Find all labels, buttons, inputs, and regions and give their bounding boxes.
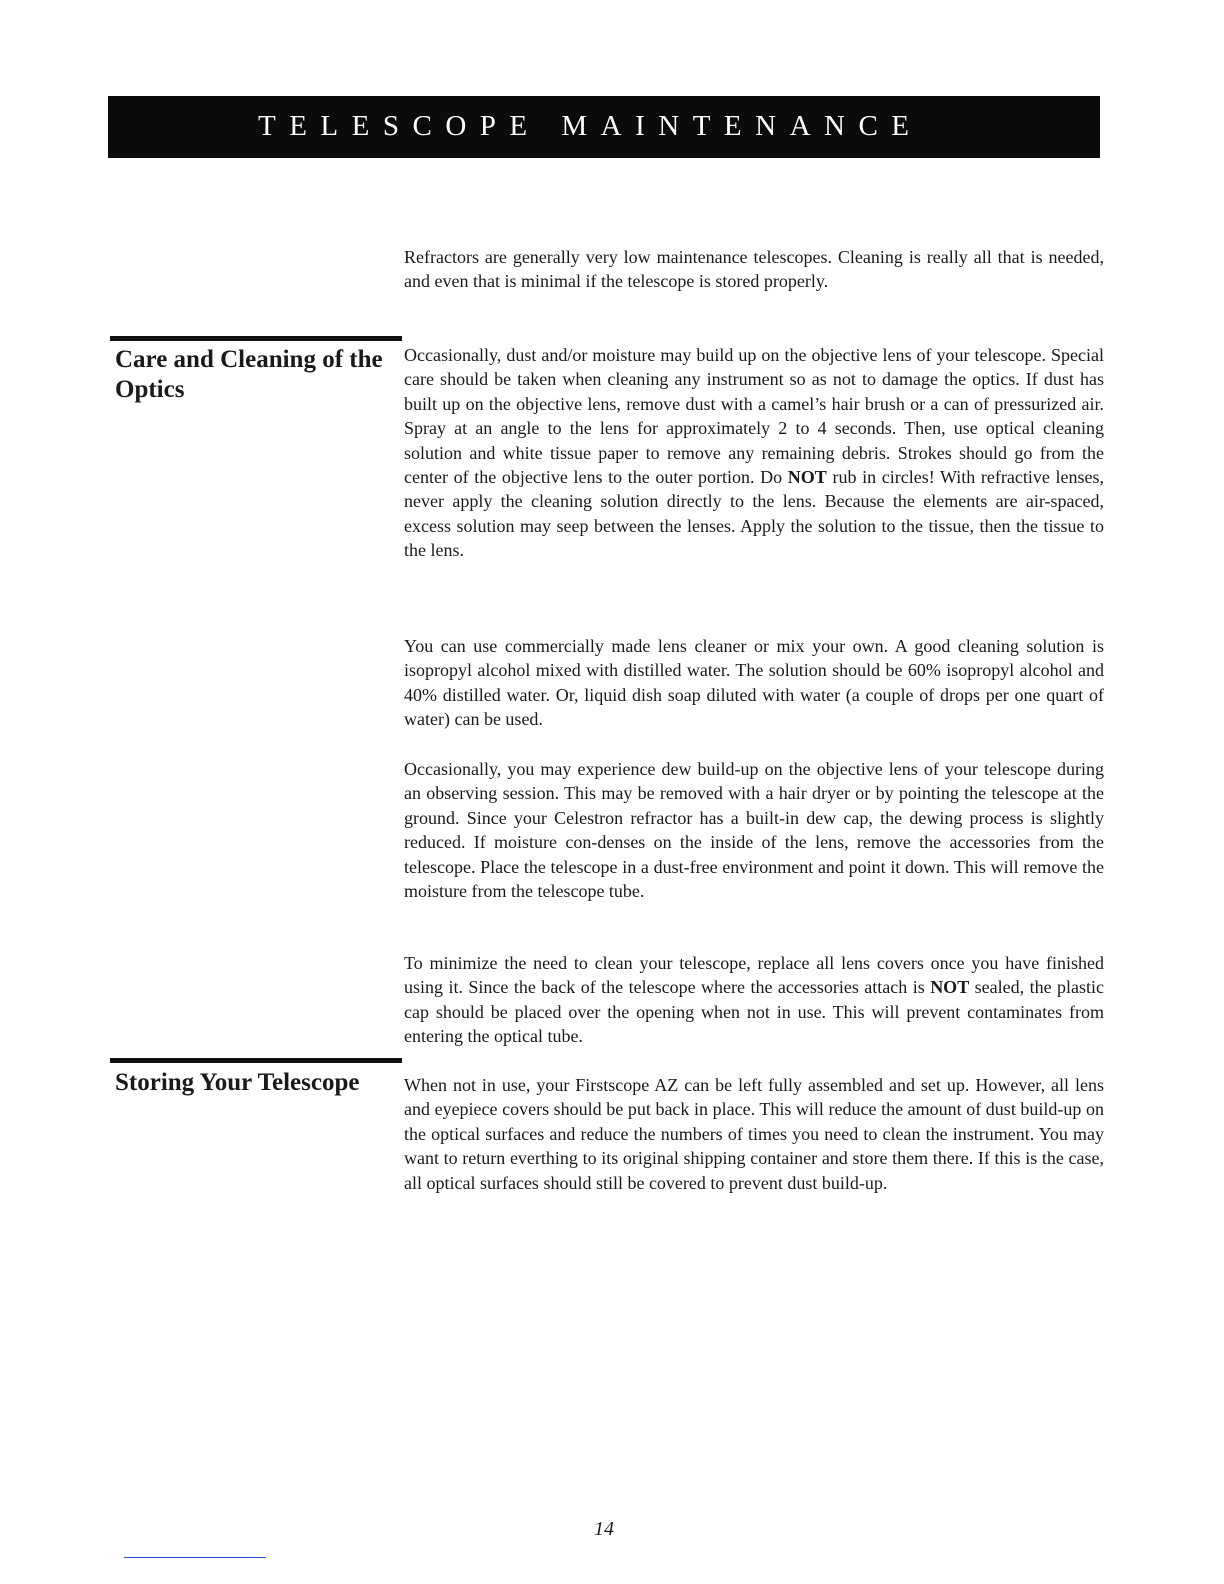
care-paragraph-1: Occasionally, dust and/or moisture may build up on the objective lens of your telescope. Special care should be taken when cleaning any instrument so as not to damage the optics. If dust has built up on the objective lens, remove dust with a camel’s hair brush or a can of pressurized air. Spray at an angle to the lens for approximately 2 to 4 seconds. Then, use optical cleaning solution and white tissue paper to remove any remaining debris. Strokes should go from the center of the objective lens to the outer portion. Do NOT rub in circles! With refractive lenses, never apply the cleaning solution directly to the lens. Because the elements are air-spaced, excess solution may seep between the lenses. Apply the solution to the tissue, then the tissue to the lens. — [404, 345, 1104, 561]
storing-paragraph: When not in use, your Firstscope AZ can be left fully assembled and set up. However, all lens and eyepiece covers should be put back in place. This will reduce the amount of dust build-up on the optical surfaces and reduce the numbers of times you need to clean the instrument. You may want to return everthing to its original shipping container and store them there. If this is the case, all optical surfaces should still be covered to prevent dust build-up. — [404, 1075, 1104, 1193]
intro-paragraph: Refractors are generally very low maintenance telescopes. Cleaning is really all that is needed, and even that is minimal if the telescope is stored properly. — [404, 247, 1104, 292]
section-divider — [110, 1058, 402, 1063]
care-paragraph-2: You can use commercially made lens cleaner or mix your own. A good cleaning solution is isopropyl alcohol mixed with distilled water. The solution should be 60% isopropyl alcohol and 40% distilled water. Or, liquid dish soap diluted with water (a couple of drops per one quart of water) can be used. — [404, 636, 1104, 730]
page-title: TELESCOPE MAINTENANCE — [258, 110, 923, 142]
care-paragraph-3: Occasionally, you may experience dew build-up on the objective lens of your telescope during an observing session. This may be removed with a hair dryer or by pointing the telescope at the ground. Since your Celestron refractor has a built-in dew cap, the dewing process is slightly reduced. If moisture con-denses on the inside of the lens, remove the accessories from the telescope. Place the telescope in a dust-free environment and point it down. This will remove the moisture from the telescope tube. — [404, 759, 1104, 902]
section-heading-storing: Storing Your Telescope — [115, 1069, 360, 1096]
page-number: 14 — [594, 1518, 614, 1540]
care-paragraph-4: To minimize the need to clean your telescope, replace all lens covers once you have finished using it. Since the back of the telescope where the accessories attach is NOT sealed, the plastic cap should be placed over the opening when not in use. This will prevent contaminates from entering the optical tube. — [404, 953, 1105, 1047]
section-divider — [110, 336, 402, 341]
header-banner — [108, 96, 1100, 158]
footer-line — [124, 1557, 266, 1558]
section-heading-care-cleaning: Care and Cleaning of the Optics — [115, 346, 383, 403]
